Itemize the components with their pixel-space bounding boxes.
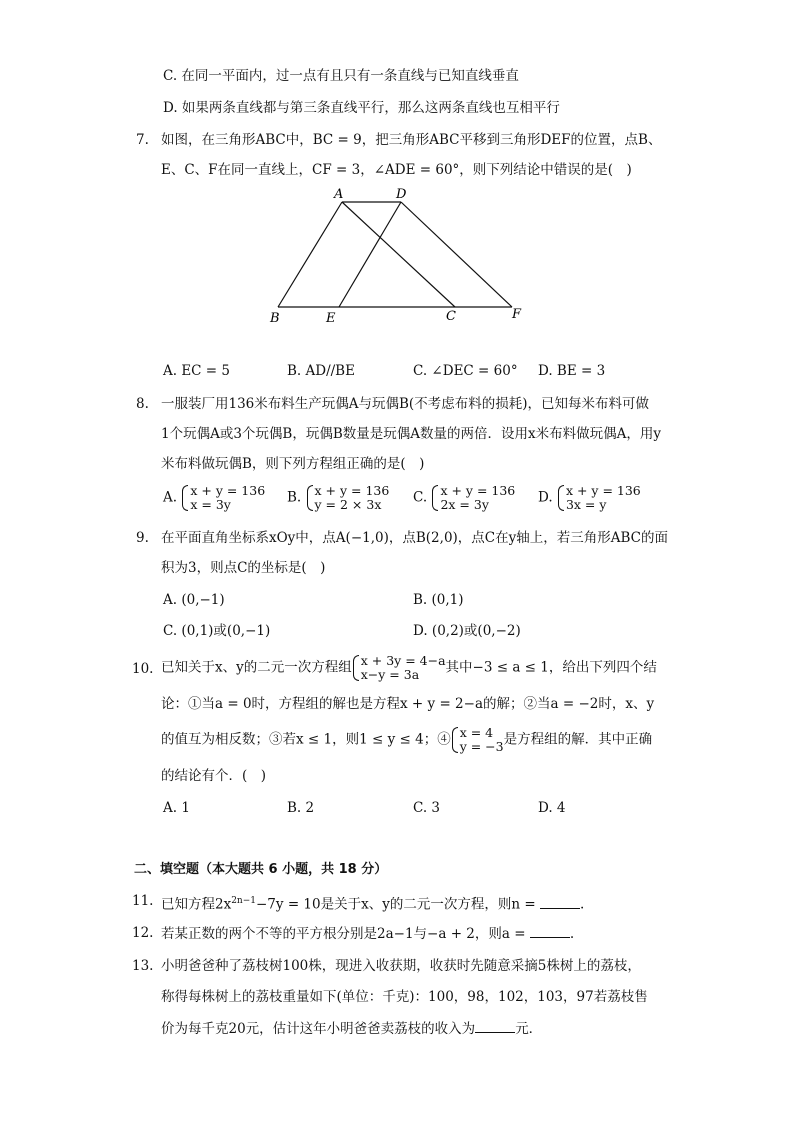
q9-option-c: C. (0,1)或(0,−1) [163,623,271,639]
q6-option-c: C. 在同一平面内，过一点有且只有一条直线与已知直线垂直 [163,68,519,84]
label-d: D [396,187,407,202]
equation-system: x + y = 136 3x = y [557,484,641,512]
answer-blank[interactable] [475,1018,515,1033]
q9-stem-line1: 在平面直角坐标系xOy中，点A(−1,0)，点B(2,0)，点C在y轴上，若三角形ABC的面 [161,530,669,546]
label-e: E [326,311,336,326]
q9-stem-line2: 积为3，则点C的坐标是( ) [161,560,326,576]
q10-number: 10. [132,661,154,677]
q7-stem-line2: E、C、F在同一直线上，CF = 3，∠ADE = 60°，则下列结论中错误的是( ) [161,162,632,178]
q7-stem-line1: 如图，在三角形ABC中，BC = 9，把三角形ABC平移到三角形DEF的位置，点B、 [161,132,662,148]
q10-stem1-pre: 已知关于x、y的二元一次方程组 [161,659,352,676]
label-a: A [334,187,344,202]
equation-system: x + y = 136 2x = 3y [431,484,515,512]
option-label: D. [538,489,553,506]
q10-option-d: D. 4 [538,800,566,816]
label-c: C [446,309,456,324]
option-label: C. [413,489,428,506]
q10-stem-line4: 的结论有个．( ) [161,768,267,784]
q13-line3-text: 价为每千克20元，估计这年小明爸爸卖荔枝的收入为 [161,1021,476,1037]
segment-df [401,202,512,307]
q7-option-d: D. BE = 3 [538,363,606,379]
q7-number: 7. [136,132,149,148]
q8-stem-line3: 米布料做玩偶B，则下列方程组正确的是( ) [161,456,425,472]
equation-system: x = 4 y = −3 [451,726,504,754]
label-b: B [270,311,280,326]
q9-option-a: A. (0,−1) [163,592,225,608]
q8-option-d [538,484,641,512]
segment-ac [342,202,455,307]
q10-stem-line1 [161,654,657,682]
equation-system: x + y = 136 x = 3y [181,484,265,512]
q7-option-b: B. AD//BE [287,363,355,379]
q10-stem3-pre: 的值互为相反数；③若x ≤ 1，则1 ≤ y ≤ 4；④ [161,731,451,748]
q7-option-c: C. ∠DEC = 60° [413,363,518,379]
q11-pre: 已知方程2x [161,896,232,913]
q13-stem-line1: 小明爸爸种了荔枝树100株，现进入收获期，收获时先随意采摘5株树上的荔枝， [161,958,641,974]
q10-stem-line2: 论：①当a = 0时，方程组的解也是方程x + y = 2−a的解；②当a = −2时，x、y [161,696,655,712]
q11-post: −7y = 10是关于x、y的二元一次方程，则n = [256,896,536,913]
equation-system: x + y = 136 y = 2 × 3x [306,484,390,512]
label-f: F [512,307,522,322]
segment-ab [278,202,342,307]
q11-end: . [579,896,585,913]
option-label: A. [163,489,178,506]
q12-end: . [569,926,575,942]
q9-number: 9. [136,530,149,546]
q11-exponent: 2n−1 [231,896,256,906]
q8-stem-line2: 1个玩偶A或3个玩偶B，玩偶B数量是玩偶A数量的两倍．设用x米布料做玩偶A，用y [161,426,662,442]
segment-de [339,202,401,307]
q13-line3-end: 元． [515,1021,543,1037]
q12-stem [161,923,574,944]
q9-option-d: D. (0,2)或(0,−2) [413,623,521,639]
q8-number: 8. [136,396,149,412]
q9-option-b: B. (0,1) [413,592,464,608]
equation-system: x + 3y = 4−a x−y = 3a [352,654,446,682]
q8-option-a [163,484,265,512]
q8-option-b [287,484,389,512]
q10-stem3-post: 是方程组的解．其中正确 [503,731,653,748]
q13-number: 13. [132,958,154,974]
section-heading: 二、填空题（本大题共 6 小题，共 18 分） [134,862,388,877]
q7-figure [260,182,540,327]
q8-stem-line1: 一服装厂用136米布料生产玩偶A与玩偶B(不考虑布料的损耗)，已知每米布料可做 [161,396,649,412]
q10-stem-line3 [161,726,652,754]
q13-stem-line3 [161,1018,542,1039]
option-label: B. [287,489,302,506]
q10-option-a: A. 1 [163,800,190,816]
q7-option-a: A. EC = 5 [163,363,230,379]
q12-text: 若某正数的两个不等的平方根分别是2a−1与−a + 2，则a = [161,926,526,942]
answer-blank[interactable] [530,923,570,938]
q10-stem1-post: 其中−3 ≤ a ≤ 1，给出下列四个结 [445,659,657,676]
q10-option-b: B. 2 [287,800,315,816]
q11-number: 11. [132,893,154,909]
answer-blank[interactable] [540,894,580,909]
q13-stem-line2: 称得每株树上的荔枝重量如下(单位：千克)：100，98，102，103，97若荔枝售 [161,989,648,1005]
q12-number: 12. [132,925,154,941]
q8-option-c [413,484,515,512]
q6-option-d: D. 如果两条直线都与第三条直线平行，那么这两条直线也互相平行 [163,100,560,116]
q10-option-c: C. 3 [413,800,441,816]
q11-stem [161,891,584,915]
